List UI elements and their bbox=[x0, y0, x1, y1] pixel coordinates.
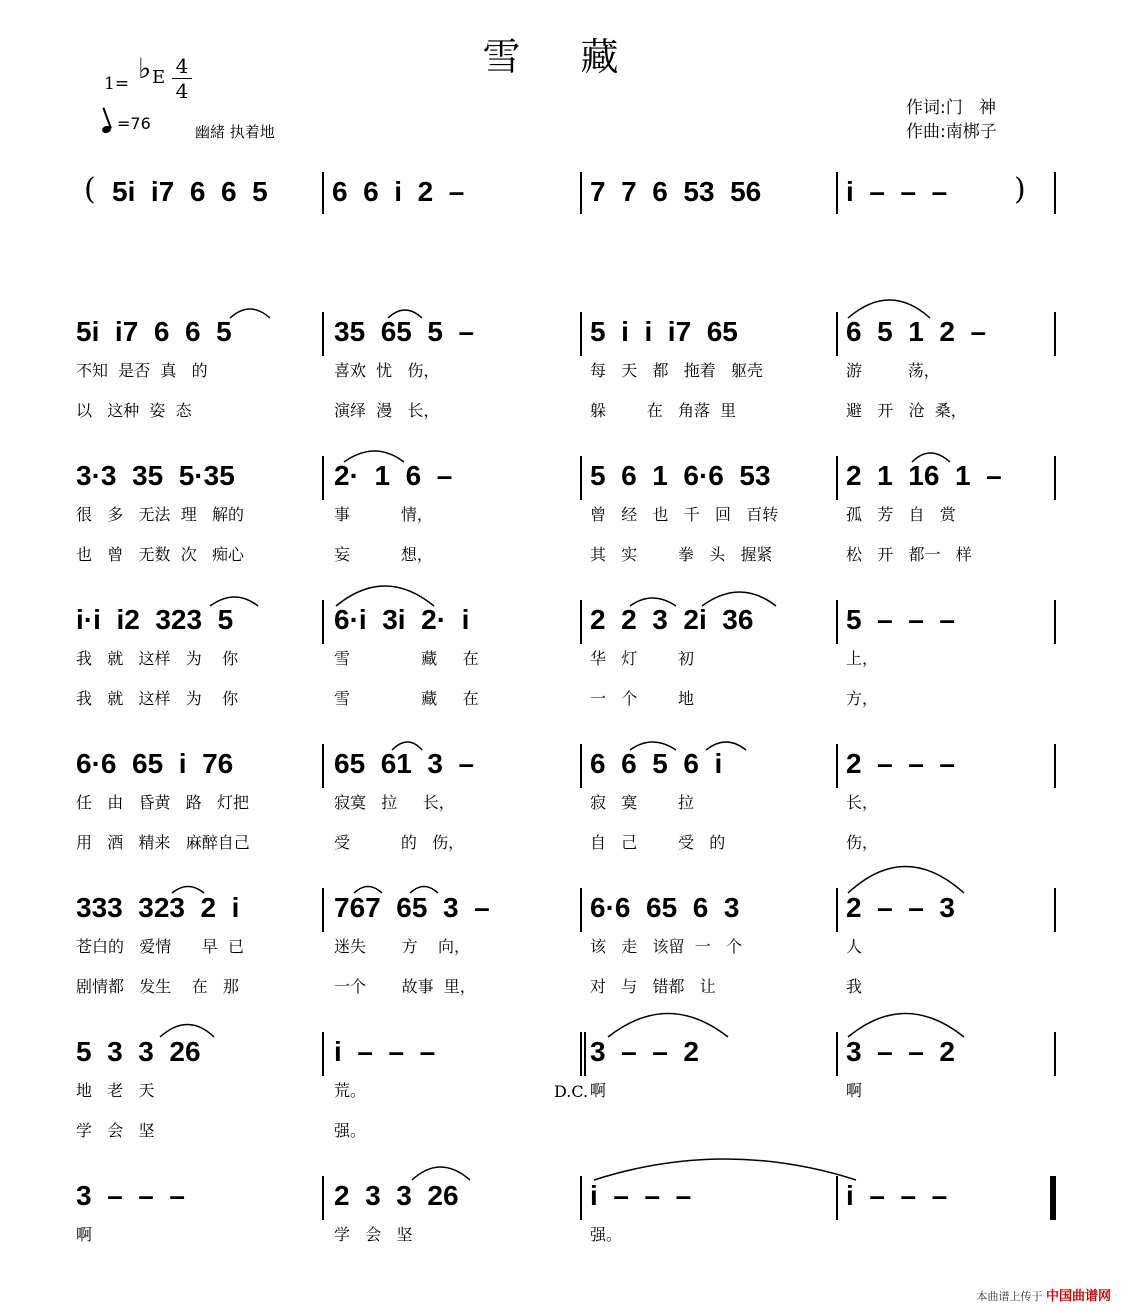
measure-notes: 6·6 65 6 3 bbox=[590, 892, 740, 923]
barline bbox=[836, 456, 838, 500]
barline bbox=[322, 600, 324, 644]
measure-notes: 2· 1 6 – bbox=[334, 460, 453, 491]
lyric-verse-2: 躲 在 角落 里 bbox=[590, 401, 737, 420]
lyricist: 作词:门 神 bbox=[906, 98, 996, 118]
footer bbox=[976, 1285, 1111, 1304]
measure-notes: 3 – – 2 bbox=[846, 1036, 955, 1067]
lyric-verse-1: 孤 芳 自 赏 bbox=[846, 505, 956, 524]
lyric-verse-2: 演绎 漫 长， bbox=[334, 401, 440, 420]
measure-notes: 6·i 3i 2· i bbox=[334, 604, 470, 635]
time-top: 4 bbox=[175, 54, 189, 78]
measure-notes: 2 2 3 2i 36 bbox=[590, 604, 754, 635]
system-2 bbox=[0, 454, 1125, 594]
lyric-verse-2: 强。 bbox=[334, 1121, 367, 1140]
lyric-verse-1: 强。 bbox=[590, 1225, 623, 1244]
barline bbox=[580, 600, 582, 644]
lyric-verse-1: 我 就 这样 为 你 bbox=[76, 649, 239, 668]
intro-open-paren: ( bbox=[84, 172, 96, 207]
system-6 bbox=[0, 1030, 1125, 1170]
barline bbox=[1054, 312, 1056, 356]
intro-close-paren: ) bbox=[1014, 172, 1026, 207]
lyric-verse-1: 迷失 方 向， bbox=[334, 937, 470, 956]
measure-notes: 35 65 5 – bbox=[334, 316, 475, 347]
final-barline bbox=[1050, 1176, 1055, 1220]
lyric-verse-1: 苍白的 爱情 早 已 bbox=[76, 937, 244, 956]
lyric-verse-2: 避 开 沧 桑， bbox=[846, 401, 967, 420]
lyric-verse-1: 任 由 昏黄 路 灯把 bbox=[76, 793, 250, 812]
barline bbox=[322, 1032, 324, 1076]
intro-system bbox=[0, 168, 1125, 218]
lyric-verse-2: 我 bbox=[846, 977, 863, 996]
measure-notes: i – – – bbox=[590, 1180, 692, 1211]
lyric-verse-2: 一 个 地 bbox=[590, 689, 694, 708]
barline bbox=[322, 744, 324, 788]
system-3 bbox=[0, 598, 1125, 738]
measure-notes: 2 – – – bbox=[846, 748, 955, 779]
lyric-verse-2: 剧情都 发生 在 那 bbox=[76, 977, 239, 996]
barline bbox=[836, 744, 838, 788]
barline bbox=[322, 888, 324, 932]
lyric-verse-2: 受 的 伤， bbox=[334, 833, 465, 852]
lyric-verse-1: 上， bbox=[846, 649, 879, 668]
barline bbox=[836, 888, 838, 932]
system-7 bbox=[0, 1174, 1125, 1314]
da-capo-marking: D.C. bbox=[554, 1082, 589, 1101]
barline bbox=[322, 456, 324, 500]
lyric-verse-1: 很 多 无法 理 解的 bbox=[76, 505, 244, 524]
lyric-verse-1: 喜欢 忧 伤， bbox=[334, 361, 440, 380]
barline bbox=[322, 172, 324, 214]
barline bbox=[580, 744, 582, 788]
composer: 作曲:南梆子 bbox=[906, 122, 997, 142]
measure-notes: 5 – – – bbox=[846, 604, 955, 635]
lyric-verse-2: 自 己 受 的 bbox=[590, 833, 726, 852]
lyric-verse-1: 啊 bbox=[76, 1225, 93, 1244]
intro-measure-3: 7 7 6 53 56 bbox=[590, 176, 762, 207]
repeat-barline bbox=[584, 1032, 586, 1076]
lyric-verse-1: 啊 bbox=[846, 1081, 863, 1100]
measure-notes: 3 – – – bbox=[76, 1180, 185, 1211]
lyric-verse-1: 学 会 坚 bbox=[334, 1225, 413, 1244]
measure-notes: 5 6 1 6·6 53 bbox=[590, 460, 771, 491]
barline bbox=[1054, 1032, 1056, 1076]
tempo-marking bbox=[102, 114, 151, 133]
system-4 bbox=[0, 742, 1125, 882]
measure-notes: 6 6 5 6 i bbox=[590, 748, 723, 779]
measure-notes: i – – – bbox=[334, 1036, 436, 1067]
measure-notes: 5 3 3 26 bbox=[76, 1036, 201, 1067]
lyric-verse-1: 每 天 都 拖着 躯壳 bbox=[590, 361, 764, 380]
barline bbox=[322, 312, 324, 356]
lyric-verse-2: 雪 藏 在 bbox=[334, 689, 479, 708]
lyric-verse-1: 荒。 bbox=[334, 1081, 367, 1100]
lyric-verse-1: 该 走 该留 一 个 bbox=[590, 937, 742, 956]
flat-sign: ♭ bbox=[138, 52, 152, 85]
key-letter: E bbox=[152, 67, 166, 88]
lyric-verse-1: 华 灯 初 bbox=[590, 649, 694, 668]
intro-measure-1: 5i i7 6 6 5 bbox=[112, 176, 268, 207]
measure-notes: 2 – – 3 bbox=[846, 892, 955, 923]
barline bbox=[836, 312, 838, 356]
lyric-verse-1: 地 老 天 bbox=[76, 1081, 155, 1100]
lyric-verse-1: 啊 bbox=[590, 1081, 607, 1100]
lyric-verse-1: 不知 是否 真 的 bbox=[76, 361, 208, 380]
lyric-verse-1: 寂 寞 拉 bbox=[590, 793, 694, 812]
measure-notes: 767 65 3 – bbox=[334, 892, 490, 923]
measure-notes: 3·3 35 5·35 bbox=[76, 460, 235, 491]
tempo-value: =76 bbox=[117, 114, 151, 133]
time-bottom: 4 bbox=[172, 78, 192, 103]
lyric-verse-2: 对 与 错都 让 bbox=[590, 977, 716, 996]
lyric-verse-1: 人 bbox=[846, 937, 863, 956]
measure-notes: i – – – bbox=[846, 1180, 948, 1211]
lyric-verse-1: 雪 藏 在 bbox=[334, 649, 479, 668]
lyric-verse-2: 松 开 都一 样 bbox=[846, 545, 972, 564]
measure-notes: 6 5 1 2 – bbox=[846, 316, 987, 347]
lyric-verse-1: 长， bbox=[846, 793, 879, 812]
measure-notes: 5i i7 6 6 5 bbox=[76, 316, 232, 347]
measure-notes: 3 – – 2 bbox=[590, 1036, 699, 1067]
barline bbox=[1054, 600, 1056, 644]
lyric-verse-1: 曾 经 也 千 回 百转 bbox=[590, 505, 779, 524]
system-1 bbox=[0, 310, 1125, 450]
barline bbox=[580, 312, 582, 356]
barline bbox=[1054, 456, 1056, 500]
barline bbox=[580, 1032, 582, 1076]
barline bbox=[1054, 888, 1056, 932]
barline bbox=[836, 600, 838, 644]
barline bbox=[322, 1176, 324, 1220]
lyric-verse-1: 事 情， bbox=[334, 505, 433, 524]
lyric-verse-2: 用 酒 精来 麻醉自己 bbox=[76, 833, 250, 852]
barline bbox=[1054, 172, 1056, 214]
barline bbox=[580, 172, 582, 214]
lyric-verse-2: 一个 故事 里， bbox=[334, 977, 476, 996]
barline bbox=[836, 172, 838, 214]
lyric-verse-2: 伤， bbox=[846, 833, 879, 852]
footer-text: 本曲谱上传于 bbox=[976, 1290, 1043, 1303]
lyric-verse-2: 方， bbox=[846, 689, 879, 708]
barline bbox=[1054, 744, 1056, 788]
barline bbox=[836, 1176, 838, 1220]
lyric-verse-1: 游 荡， bbox=[846, 361, 940, 380]
intro-measure-2: 6 6 i 2 – bbox=[332, 176, 465, 207]
measure-notes: 2 3 3 26 bbox=[334, 1180, 459, 1211]
barline bbox=[580, 888, 582, 932]
credits bbox=[906, 96, 997, 144]
barline bbox=[580, 456, 582, 500]
measure-notes: i·i i2 323 5 bbox=[76, 604, 234, 635]
measure-notes: 65 61 3 – bbox=[334, 748, 475, 779]
lyric-verse-2: 其 实 拳 头 握紧 bbox=[590, 545, 773, 564]
lyric-verse-2: 我 就 这样 为 你 bbox=[76, 689, 239, 708]
expression-marking: 幽緒 执着地 bbox=[195, 123, 275, 141]
barline bbox=[836, 1032, 838, 1076]
system-5 bbox=[0, 886, 1125, 1026]
lyric-verse-2: 也 曾 无数 次 痴心 bbox=[76, 545, 244, 564]
time-signature bbox=[172, 54, 192, 103]
lyric-verse-2: 妄 想， bbox=[334, 545, 433, 564]
barline bbox=[580, 1176, 582, 1220]
lyric-verse-1: 寂寞 拉 长， bbox=[334, 793, 455, 812]
quarter-note-icon bbox=[101, 125, 112, 135]
measure-notes: 5 i i i7 65 bbox=[590, 316, 738, 347]
song-title: 雪 藏 bbox=[482, 35, 643, 79]
footer-brand: 中国曲谱网 bbox=[1045, 1289, 1111, 1304]
lyric-verse-2: 学 会 坚 bbox=[76, 1121, 155, 1140]
measure-notes: 2 1 16 1 – bbox=[846, 460, 1002, 491]
lyric-verse-2: 以 这种 姿 态 bbox=[76, 401, 192, 420]
key-prefix: 1= bbox=[104, 74, 130, 94]
intro-measure-4: i – – – bbox=[846, 176, 948, 207]
measure-notes: 6·6 65 i 76 bbox=[76, 748, 234, 779]
measure-notes: 333 323 2 i bbox=[76, 892, 240, 923]
